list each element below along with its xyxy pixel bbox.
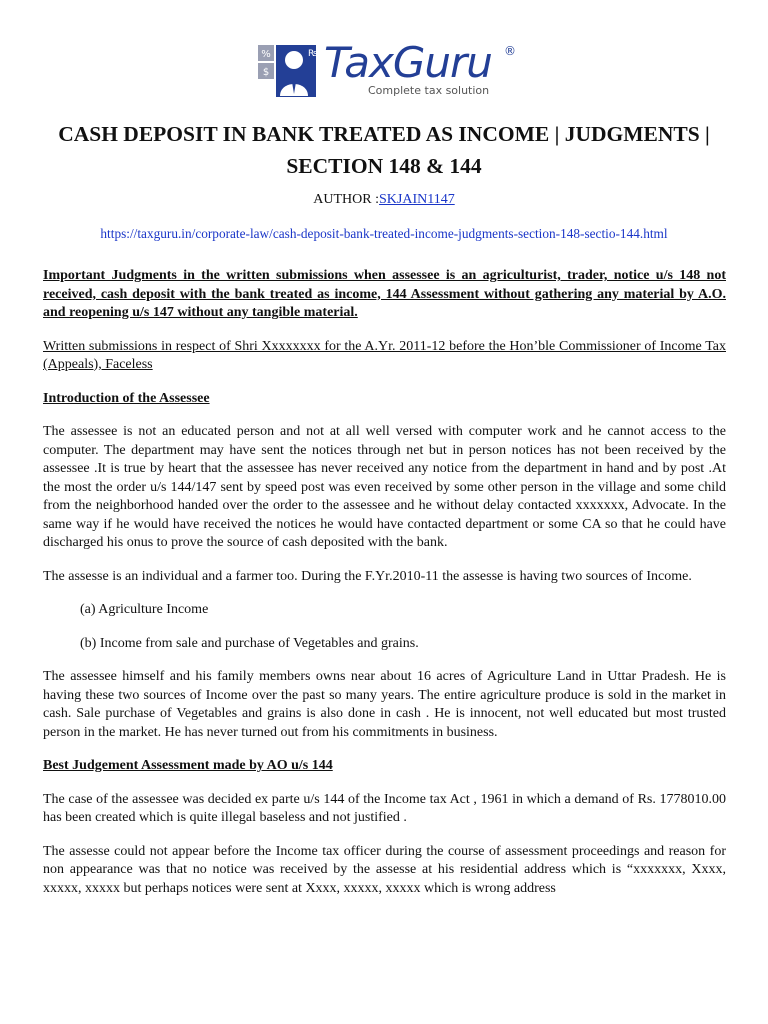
author-line — [0, 192, 768, 208]
paragraph: The assesse is an individual and a farmer too. During the F.Yr.2010-11 the assesse is having two sources of Income. — [43, 568, 692, 584]
paragraph: The assessee himself and his family members owns near about 16 acres of Agriculture Land in Uttar Pradesh. He is having these two sources of Income over the past so many years. The entire agriculture produce is sold in the market in cash. Sale purchase of Vegetables and grains is also done in cash . He is innocent, not well educated but most trusted person in the market. He has never turned out from his commitments in business. — [43, 669, 726, 740]
brand-tagline: Complete tax solution — [368, 84, 490, 97]
svg-text:%: % — [261, 49, 271, 60]
registered-mark: ® — [504, 44, 516, 58]
rupee-person-icon — [256, 40, 320, 102]
intro-paragraph: Important Judgments in the written submissions when assessee is an agriculturist, trader, notice u/s 148 not received, cash deposit with the bank treated as income, 144 Assessment without gathering any material by A.O. and reopening u/s 147 without any tangible material. — [43, 268, 726, 320]
list-item-a: (a) Agriculture Income — [80, 602, 209, 617]
article-title: CASH DEPOSIT IN BANK TREATED AS INCOME | JUDGMENTS | SECTION 148 & 144 — [58, 122, 710, 178]
list-item-b: (b) Income from sale and purchase of Vegetables and grains. — [80, 635, 419, 651]
author-label: AUTHOR : — [313, 192, 379, 207]
section-heading-introduction: Introduction of the Assessee — [43, 390, 210, 406]
svg-text:₨: ₨ — [308, 49, 318, 59]
svg-text:$: $ — [262, 67, 270, 78]
paragraph: The assessee is not an educated person and not at all well versed with computer work and he cannot access to the computer. The department may have sent the notices through net but in person notices has not been received by the assessee .It is true by heart that the assessee has never received any notice from the department in hand and by post .At the most the order u/s 144/147 sent by speed post was even received by some other person in the village and some child from the neighborhood handed over the order to the assessee and he without delay contacted xxxxxxx, Advocate. In the same way if he would have received the notices he would have contacted department or some CA so that he could have discharged his onus to prove the source of cash deposited with the bank. — [43, 424, 726, 550]
article-body — [43, 267, 726, 913]
author-link[interactable]: SKJAIN1147 — [379, 192, 455, 207]
brand-name: TaxGuru — [324, 38, 492, 87]
paragraph: The assesse could not appear before the Income tax officer during the course of assessment proceedings and reason for non appearance was that no notice was received by the assesse at his residential address which is “xxxxxxx, Xxxx, xxxxx, xxxxx but perhaps notices were sent at Xxxx, xxxxx, xxxxx which is wrong address — [43, 843, 726, 896]
taxguru-logo[interactable] — [256, 40, 516, 102]
source-url[interactable]: https://taxguru.in/corporate-law/cash-deposit-bank-treated-income-judgments-section-148-sectio-144.html — [100, 226, 668, 241]
section-heading-assessment: Best Judgement Assessment made by AO u/s 144 — [43, 758, 333, 773]
paragraph: The case of the assessee was decided ex parte u/s 144 of the Income tax Act , 1961 in which a demand of Rs. 1778010.00 has been created which is quite illegal baseless and not justified . — [43, 791, 726, 825]
submission-line: Written submissions in respect of Shri Xxxxxxxx for the A.Yr. 2011-12 before the Hon’ble Commissioner of Income Tax (Appeals), Faceless — [43, 338, 726, 372]
